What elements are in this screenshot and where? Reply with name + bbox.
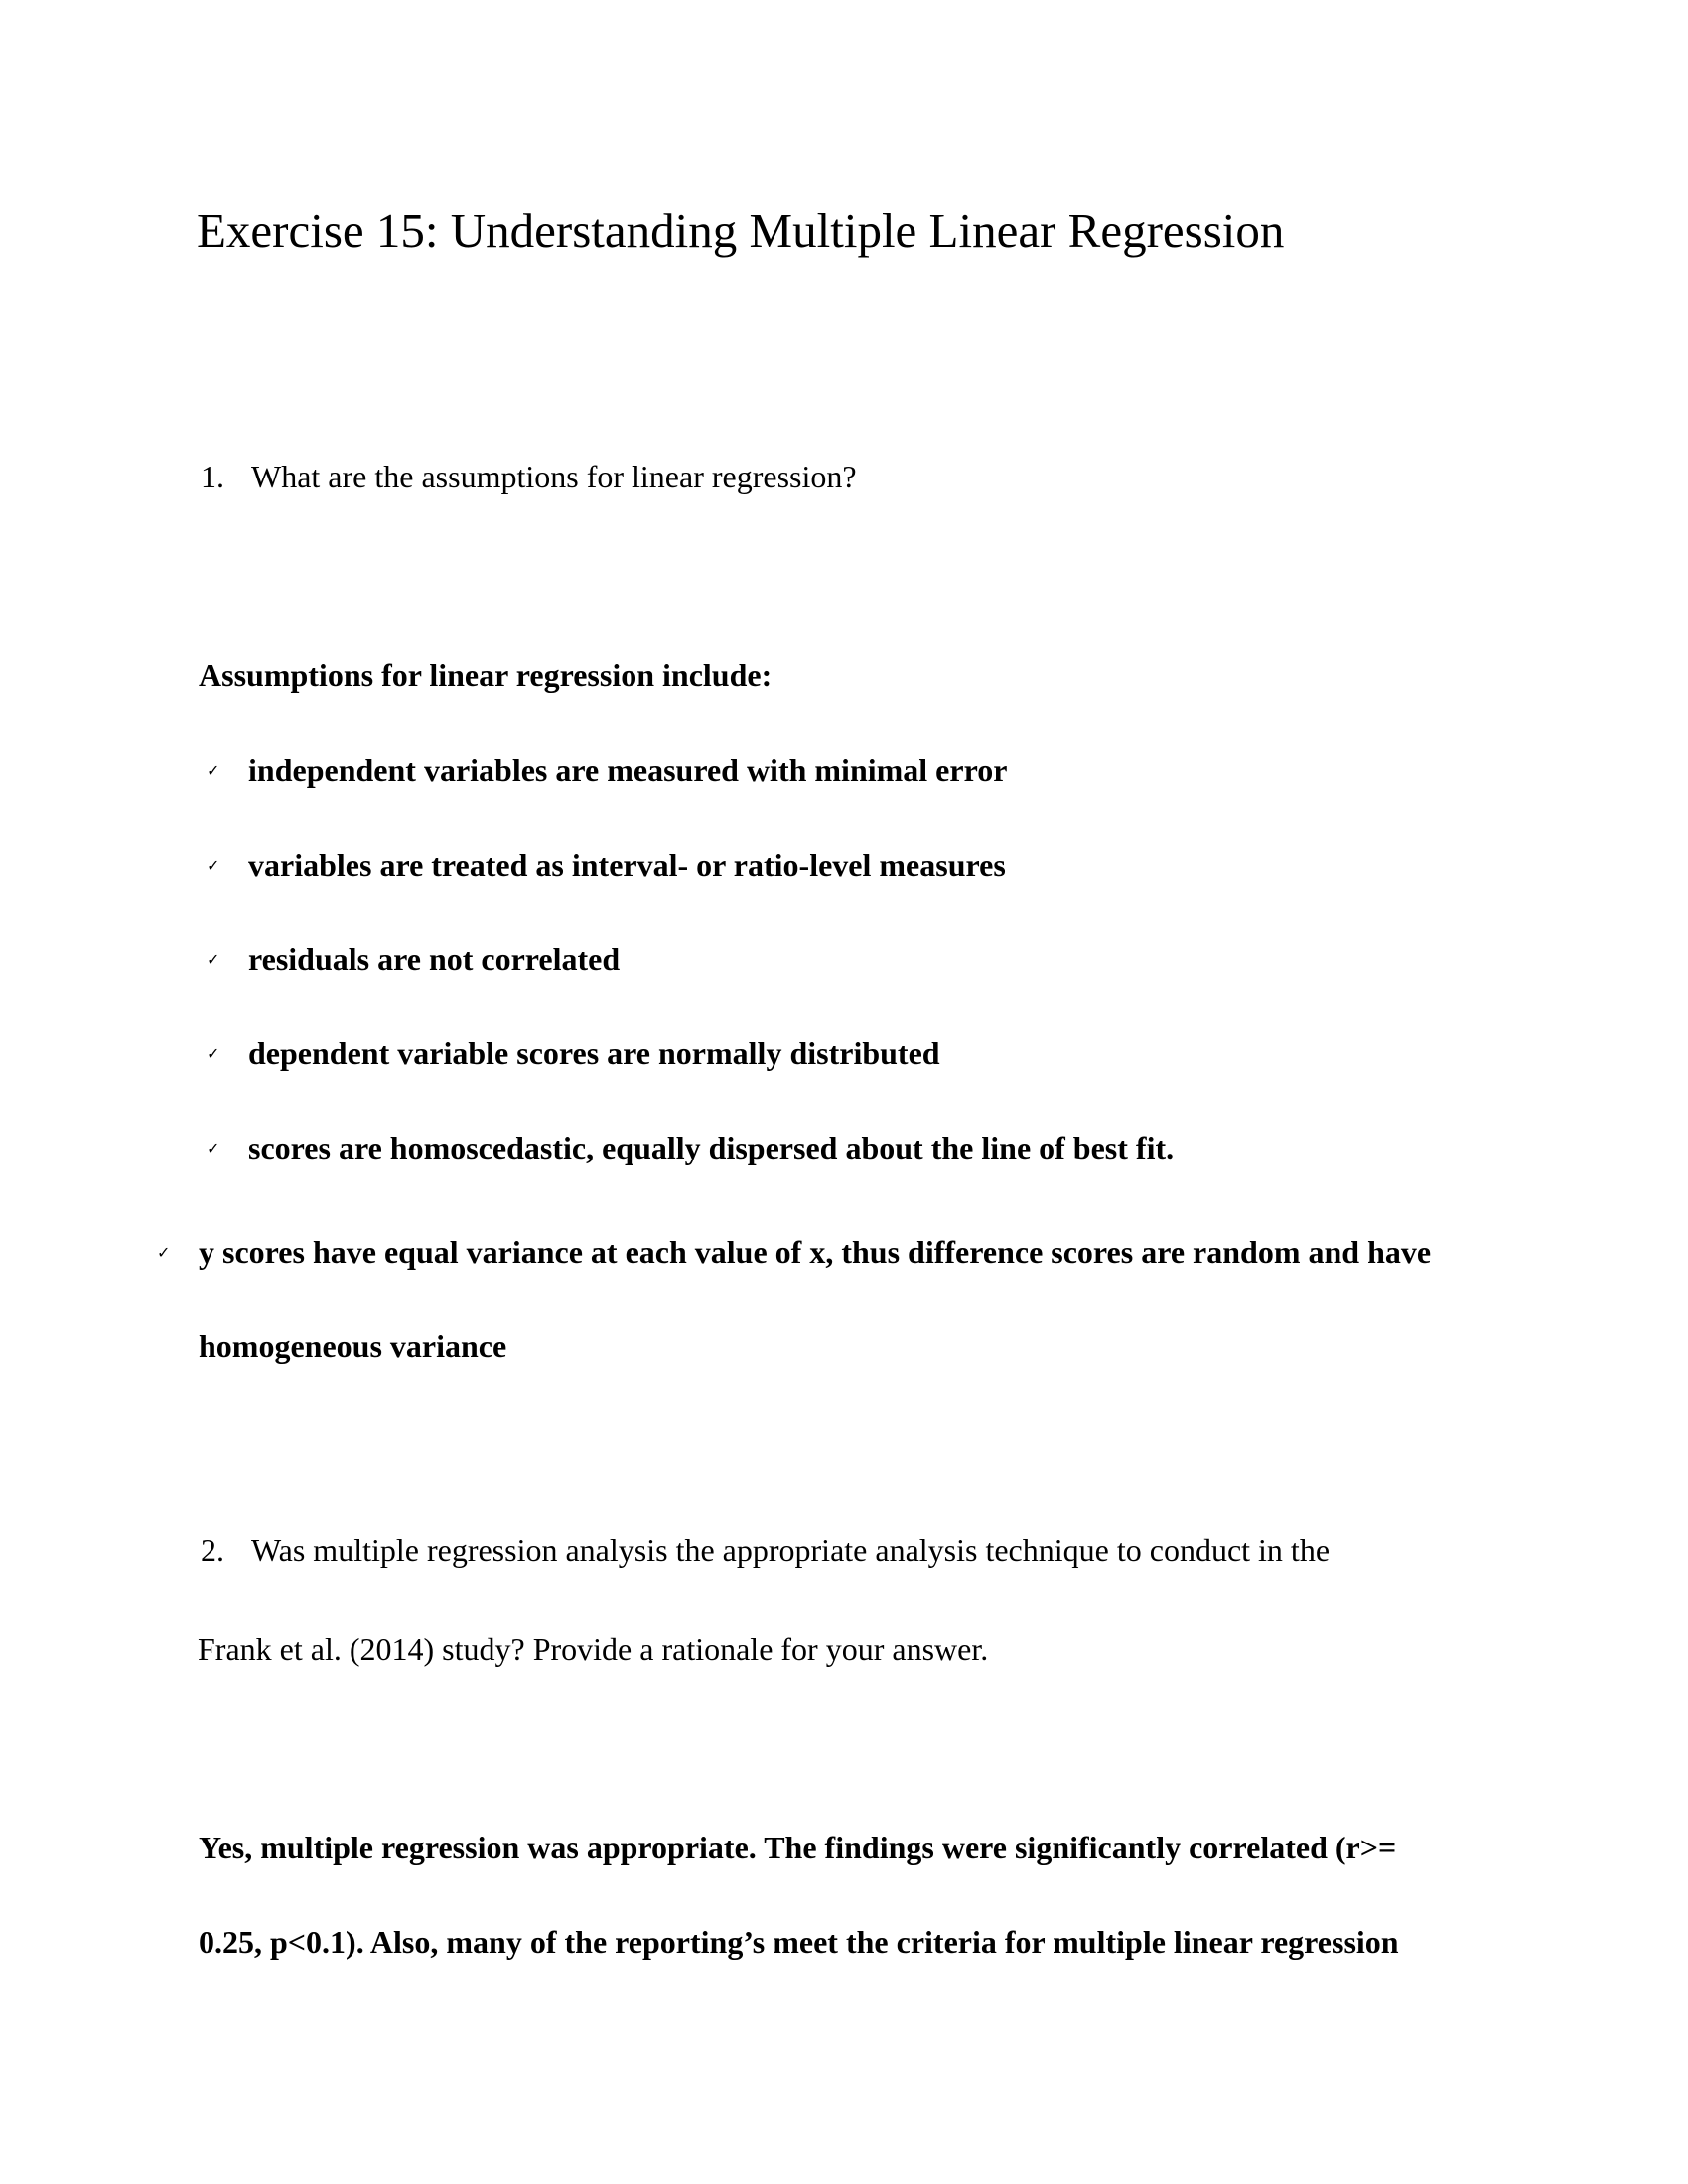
page-title: Exercise 15: Understanding Multiple Linear Regression (197, 204, 1285, 258)
list-item-continuation: homogeneous variance (199, 1328, 507, 1364)
check-bullet-icon: ✓ (207, 952, 220, 969)
list-item (207, 1035, 940, 1072)
question-1-number: 1. (201, 459, 224, 494)
check-bullet-icon: ✓ (207, 1141, 220, 1158)
list-item (157, 1234, 1431, 1271)
question-2-number: 2. (201, 1532, 224, 1568)
check-bullet-icon: ✓ (207, 763, 220, 780)
list-item-text: independent variables are measured with minimal error (248, 752, 1008, 788)
list-item-text: y scores have equal variance at each value of x, thus difference scores are random and have (199, 1234, 1432, 1270)
question-2 (201, 1532, 1330, 1569)
check-bullet-icon: ✓ (207, 858, 220, 875)
list-item (207, 847, 1006, 884)
answer-2-line2: 0.25, p<0.1). Also, many of the reporting’s meet the criteria for multiple linear regression (199, 1924, 1399, 1960)
check-bullet-icon: ✓ (157, 1245, 171, 1262)
answer-2-line1: Yes, multiple regression was appropriate. The findings were significantly correlated (r>= (199, 1830, 1397, 1865)
list-item (207, 941, 620, 978)
question-1-text: What are the assumptions for linear regression? (251, 459, 857, 494)
list-item (207, 752, 1007, 789)
question-1 (201, 459, 857, 495)
list-item-text: scores are homoscedastic, equally dispersed about the line of best fit. (248, 1130, 1175, 1165)
list-item-text: dependent variable scores are normally distributed (248, 1035, 940, 1071)
check-bullet-icon: ✓ (207, 1046, 220, 1063)
list-item-text: variables are treated as interval- or ratio-level measures (248, 847, 1006, 883)
question-2-text-line2: Frank et al. (2014) study? Provide a rationale for your answer. (198, 1631, 989, 1667)
list-item (207, 1130, 1174, 1166)
question-2-text-line1: Was multiple regression analysis the appropriate analysis technique to conduct in the (251, 1532, 1331, 1568)
list-item-text: residuals are not correlated (248, 941, 621, 977)
assumptions-heading: Assumptions for linear regression include: (199, 657, 773, 693)
